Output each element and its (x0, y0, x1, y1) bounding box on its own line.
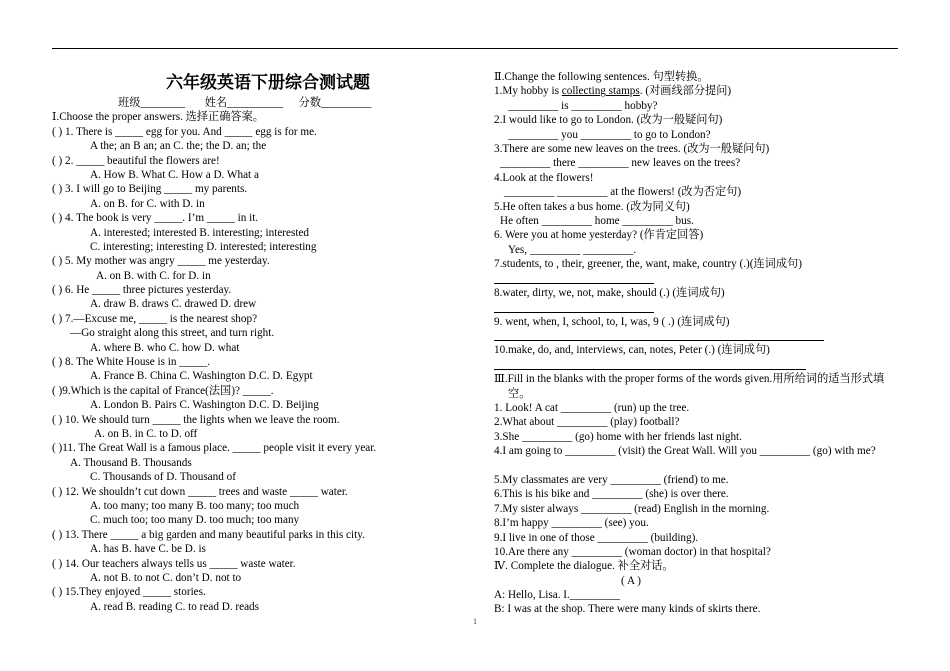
section4-heading: Ⅳ. Complete the dialogue. 补全对话。 (494, 560, 674, 573)
fill-item-5: 5.My classmates are very _________ (friend) to me. (494, 473, 729, 486)
answer-line-8 (494, 300, 898, 314)
change-item-7: 7.students, to , their, greener, the, want, make, country (.)(连词成句) (494, 258, 802, 271)
change-item-6: 6. Were you at home yesterday? (作肯定回答) (494, 229, 704, 242)
question-9-options: A. London B. Pairs C. Washington D.C. D. Beijing (90, 399, 319, 412)
change-item-5-answer: He often _________ home _________ bus. (500, 214, 694, 227)
question-12: ( ) 12. We shouldn’t cut down _____ trees and waste _____ water. (52, 485, 348, 498)
question-9: ( )9.Which is the capital of France(法国)? _____. (52, 384, 274, 397)
question-6-options: A. draw B. draws C. drawed D. drew (90, 298, 257, 311)
question-15-options: A. read B. reading C. to read D. reads (90, 600, 259, 613)
fill-item-2: 2.What about _________ (play) football? (494, 416, 680, 429)
change-item-2: 2.I would like to go to London. (改为一般疑问句) (494, 114, 723, 127)
fill-item-3: 3.She _________ (go) home with her friends last night. (494, 430, 742, 443)
question-11: ( )11. The Great Wall is a famous place. _____ people visit it every year. (52, 442, 377, 455)
question-14: ( ) 14. Our teachers always tells us _____ waste water. (52, 557, 296, 570)
question-3-options: A. on B. for C. with D. in (90, 197, 205, 210)
question-4-options-ab: A. interested; interested B. interesting; interested (90, 226, 310, 239)
question-8: ( ) 8. The White House is in _____. (52, 356, 211, 369)
change-item-5: 5.He often takes a bus home. (改为同义句) (494, 200, 690, 213)
section3-heading: Ⅲ.Fill in the blanks with the proper forms of the words given.用所给词的适当形式填空。 (494, 373, 885, 400)
left-column (52, 70, 478, 614)
dialogue-line-1: A: Hello, Lisa. I._________ (494, 589, 621, 602)
question-13: ( ) 13. There _____ a big garden and many beautiful parks in this city. (52, 528, 365, 541)
section1-heading: Ⅰ.Choose the proper answers. 选择正确答案。 (52, 111, 264, 124)
change-item-8: 8.water, dirty, we, not, make, should (.) (连词成句) (494, 286, 725, 299)
question-5: ( ) 5. My mother was angry _____ me yesterday. (52, 255, 270, 268)
fill-item-6: 6.This is his bike and _________ (she) is over there. (494, 488, 729, 501)
fill-item-1: 1. Look! A cat _________ (run) up the tree. (494, 402, 690, 414)
fill-item-7: 7.My sister always _________ (read) English in the morning. (494, 502, 770, 515)
change-item-3: 3.There are some new leaves on the trees. (改为一般疑问句) (494, 142, 770, 155)
right-column (494, 70, 898, 617)
answer-line-10 (494, 358, 898, 372)
question-14-options: A. not B. to not C. don’t D. not to (90, 571, 242, 584)
question-7-options: A. where B. who C. how D. what (90, 341, 240, 354)
question-2-options: A. How B. What C. How a D. What a (90, 168, 259, 181)
question-7-reply: —Go straight along this street, and turn right. (70, 327, 275, 340)
question-2: ( ) 2. _____ beautiful the flowers are! (52, 154, 220, 167)
fill-item-9: 9.I live in one of those _________ (building). (494, 531, 699, 544)
question-6: ( ) 6. He _____ three pictures yesterday. (52, 284, 232, 297)
change-item-10: 10.make, do, and, interviews, can, notes, Peter (.) (连词成句) (494, 344, 770, 357)
fill-item-8: 8.I’m happy _________ (see) you. (494, 517, 649, 530)
question-5-options: A. on B. with C. for D. in (96, 269, 211, 282)
answer-line-9 (494, 329, 898, 343)
change-item-9: 9. went, when, I, school, to, I, was, 9 ( .) (连词成句) (494, 315, 730, 328)
dialogue-line-2: B: I was at the shop. There were many kinds of skirts there. (494, 603, 761, 616)
score-field: 分数_________ (298, 97, 372, 109)
question-13-options: A. has B. have C. be D. is (90, 543, 206, 556)
question-1-options: A the; an B an; an C. the; the D. an; the (90, 140, 267, 153)
change-item-2-answer: _________ you _________ to go to London? (508, 128, 711, 141)
change-item-6-answer: Yes, _________ _________. (508, 243, 637, 256)
question-7: ( ) 7.—Excuse me, _____ is the nearest shop? (52, 312, 258, 325)
change-item-1-answer: _________ is _________ hobby? (508, 99, 658, 112)
question-4-options-cd: C. interesting; interesting D. interested; interesting (90, 240, 317, 253)
question-1: ( ) 1. There is _____ egg for you. And _____ egg is for me. (52, 125, 317, 138)
section2-heading: Ⅱ.Change the following sentences. 句型转换。 (494, 71, 709, 83)
question-12-options-ab: A. too many; too many B. too many; too much (90, 499, 300, 512)
change-item-1-pre: 1.My hobby is (494, 85, 562, 98)
class-field: 班级________ (118, 97, 186, 109)
question-15: ( ) 15.They enjoyed _____ stories. (52, 586, 206, 599)
fill-item-10: 10.Are there any _________ (woman doctor) in that hospital? (494, 545, 771, 558)
change-item-4-answer: _________ _________ at the flowers! (改为否定句) (504, 186, 742, 199)
question-10: ( ) 10. We should turn _____ the lights when we leave the room. (52, 413, 340, 426)
question-4: ( ) 4. The book is very _____. I’m _____ in it. (52, 212, 259, 225)
question-3: ( ) 3. I will go to Beijing _____ my parents. (52, 183, 248, 196)
answer-line-7 (494, 271, 898, 285)
question-8-options: A. France B. China C. Washington D.C. D. Egypt (90, 370, 313, 383)
change-item-1 (494, 84, 898, 98)
change-item-3-answer: _________ there _________ new leaves on the trees? (500, 157, 741, 170)
question-11-options-ab: A. Thousand B. Thousands (70, 456, 192, 469)
question-11-options-cd: C. Thousands of D. Thousand of (90, 471, 236, 484)
page-number: 1 (473, 617, 477, 626)
underlined-phrase: collecting stamps (561, 85, 640, 98)
student-info (52, 96, 478, 110)
change-item-1-post: . (对画线部分提问) (639, 85, 732, 98)
question-12-options-cd: C. much too; too many D. too much; too many (90, 514, 300, 527)
dialogue-label: ( A ) (621, 574, 641, 587)
name-field: 姓名__________ (204, 97, 284, 109)
page-title: 六年级英语下册综合测试题 (166, 73, 370, 92)
question-10-options: A. on B. in C. to D. off (94, 427, 198, 440)
fill-item-4: 4.I am going to _________ (visit) the Great Wall. Will you _________ (go) with me? (494, 445, 876, 458)
top-rule (52, 48, 898, 49)
change-item-4: 4.Look at the flowers! (494, 171, 594, 184)
